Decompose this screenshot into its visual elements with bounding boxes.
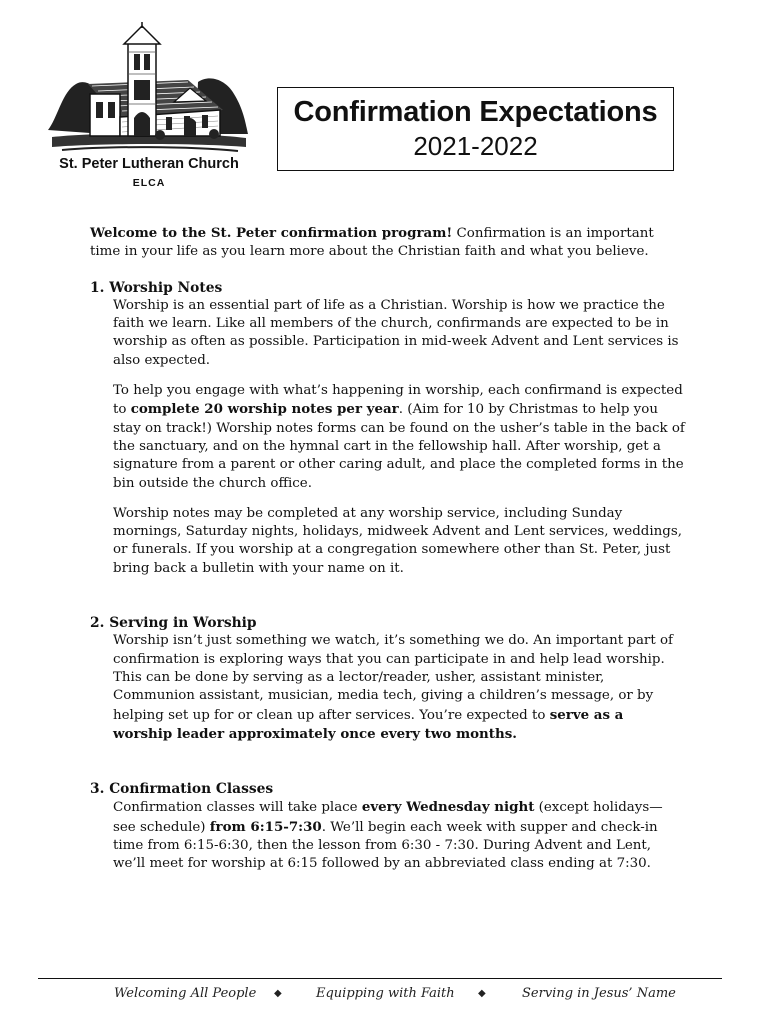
section-1-paragraph-2: [113, 382, 685, 493]
section-1-body: [113, 297, 685, 578]
section-2-p1-pre: Worship isn’t just something we watch, it’s something we do. An important part of confirmation is exploring ways that you can participate in and help lead worship. This can be done by serving as a lector/reader, usher, assistant minister, Communion assistant, musician, media tech, giving a children’s message, or by helping set up for or clean up after services. You’re expected to: [113, 633, 673, 723]
section-3-body: [113, 798, 685, 873]
section-1-paragraph-1: Worship is an essential part of life as a Christian. Worship is how we practice the faith we learn. Like all members of the church, confirmands are expected to be in worship as often as possible. Participation in mid-week Advent and Lent services is also expected.: [113, 297, 679, 368]
intro-bold: Welcome to the St. Peter confirmation program!: [90, 225, 453, 241]
footer-diamond-icon: ◆: [478, 988, 486, 999]
section-3-heading: 3. Confirmation Classes: [90, 781, 274, 798]
section-3-p1-pre: Confirmation classes will take place: [113, 800, 362, 816]
footer-item-equipping: Equipping with Faith: [316, 986, 455, 1001]
section-2-heading: 2. Serving in Worship: [90, 615, 257, 632]
intro-text: Confirmation is an important time in your life as you learn more about the Christian faith and what you believe.: [90, 226, 654, 260]
section-3-paragraph-1: [113, 798, 685, 873]
footer-divider: [38, 978, 722, 979]
section-2-body: [113, 632, 685, 744]
section-2-p1-bold: serve as a worship leader approximately once every two months.: [113, 706, 624, 742]
intro-paragraph: [90, 224, 685, 262]
section-3-p1-bold2: from 6:15-7:30: [209, 818, 322, 835]
document-body: [90, 224, 685, 874]
footer-diamond-icon: ◆: [274, 988, 282, 999]
section-1-heading: 1. Worship Notes: [90, 279, 223, 296]
footer-tagline: [38, 986, 722, 1006]
document-year: 2021-2022: [413, 131, 538, 161]
section-1-p2-post: . (Aim for 10 by Christmas to help you stay on track!) Worship notes forms can be found on the usher’s table in the back of the sanctuary, and on the hymnal cart in the fellowship hall. After worship, get a signature from a parent or other caring adult, and place the completed forms in the bin outside the church office.: [113, 402, 685, 491]
title-box: [277, 87, 674, 171]
section-3-p1-mid: (except holidays—see schedule): [113, 800, 663, 835]
document-title: Confirmation Expectations: [293, 96, 658, 128]
section-1-p2-pre: To help you engage with what’s happening in worship, each confirmand is expected to: [113, 383, 683, 418]
section-1-p2-bold: complete 20 worship notes per year: [130, 401, 399, 418]
section-1-paragraph-3: Worship notes may be completed at any worship service, including Sunday mornings, Saturday nights, holidays, midweek Advent and Lent services, weddings, or funerals. If you worship at a congregation somewhere other than St. Peter, just bring back a bulletin with your name on it.: [113, 505, 682, 576]
church-denomination: ELCA: [132, 177, 166, 189]
church-illustration: [48, 22, 248, 157]
section-3-p1-post: . We’ll begin each week with supper and check-in time from 6:15-6:30, then the lesson from 6:30 - 7:30. During Advent and Lent, we’ll meet for worship at 6:15 followed by an abbreviated class ending at 7:30.: [113, 819, 658, 872]
footer-item-welcoming: Welcoming All People: [114, 986, 257, 1001]
church-name: St. Peter Lutheran Church: [59, 156, 239, 172]
section-2-paragraph-1: [113, 632, 685, 744]
footer-item-serving: Serving in Jesus’ Name: [522, 986, 676, 1001]
section-3-p1-bold1: every Wednesday night: [361, 799, 535, 816]
